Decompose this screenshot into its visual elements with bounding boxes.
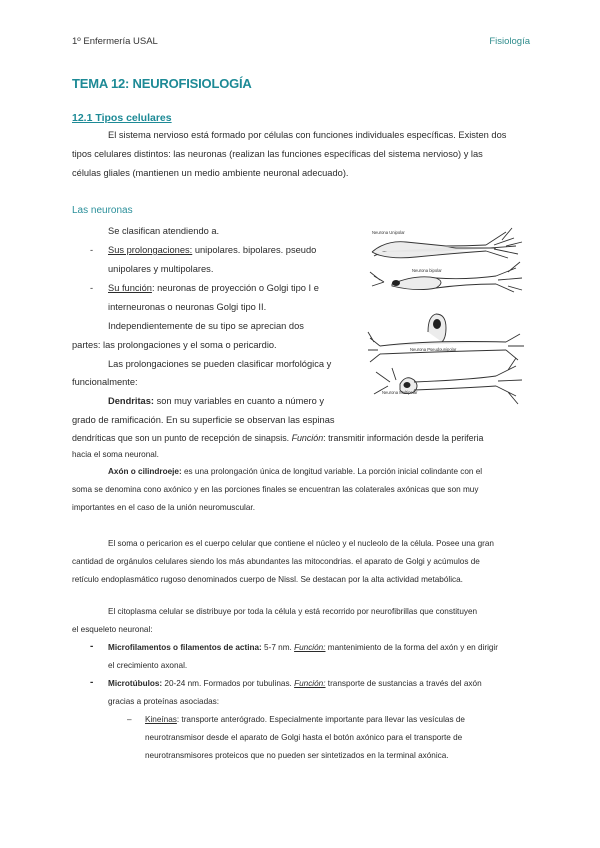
dash-bullet: – xyxy=(127,715,132,724)
page-title: TEMA 12: NEUROFISIOLOGÍA xyxy=(72,76,252,91)
prolong-class-line-1: Las prolongaciones se pueden clasificar morfológica y xyxy=(108,359,332,369)
function-label: Su función xyxy=(108,283,152,293)
dendrites-text-3a: dendríticas que son un punto de recepción de sinapsis. xyxy=(72,433,292,443)
microfilaments-text: mantenimiento de la forma del axón y en dirigir xyxy=(325,643,498,652)
label-bipolar: Neurona bipolar xyxy=(412,268,442,273)
microfilaments-line-2: el crecimiento axonal. xyxy=(108,661,188,670)
kineins-line-1 xyxy=(145,711,465,729)
intro-line-2: tipos celulares distintos: las neuronas (realizan las funciones específicas del sistema nervioso) y las xyxy=(72,149,483,159)
function-line-1 xyxy=(108,279,319,298)
function-line-2: interneuronas o neuronas Golgi tipo II. xyxy=(108,302,267,312)
header-subject: Fisiología xyxy=(489,36,530,47)
kineins-text-1: : transporte anterógrado. Especialmente importante para llevar las vesículas de xyxy=(176,715,465,724)
axon-line-3: importantes en el caso de la unión neuromuscular. xyxy=(72,503,255,512)
axon-text-1: es una prolongación única de longitud variable. La porción inicial colindante con el xyxy=(181,467,483,476)
dendrites-text: son muy variables en cuanto a número y xyxy=(153,396,325,406)
soma-line-3: retículo endoplasmático rugoso denominados cuerpo de Nissl. Se destacan por la alta actividad metabólica. xyxy=(72,575,463,584)
classify-text: Se clasifican atendiendo a. xyxy=(108,226,220,236)
microfilaments-line-1 xyxy=(108,639,498,657)
independent-line-1: Independientemente de su tipo se aprecian dos xyxy=(108,321,304,331)
microtubules-size: 20-24 nm. Formados por tubulinas. xyxy=(162,679,295,688)
soma-line-1: El soma o pericarion es el cuerpo celular que contiene el núcleo y el nucleolo de la célula. Posee una gran xyxy=(108,539,494,548)
dendrites-label: Dendritas: xyxy=(108,396,154,406)
cyto-line-1: El citoplasma celular se distribuye por toda la célula y está recorrido por neurofibrillas que constituyen xyxy=(108,607,478,616)
dendrites-line-2: grado de ramificación. En su superficie se observan las espinas xyxy=(72,415,335,425)
dendrites-function-label: Función xyxy=(291,433,324,443)
header-course: 1º Enfermería USAL xyxy=(72,36,158,47)
dendrites-line-4: hacia el soma neuronal. xyxy=(72,450,159,459)
kineins-line-3: neurotransmisores proteicos que no pueden ser sintetizados en la terminal axónica. xyxy=(145,751,449,760)
label-pseudounipolar: Neurona Pseudounipolar xyxy=(410,347,457,352)
prolongations-label: Sus prolongaciones: xyxy=(108,245,193,255)
microtubules-text: transporte de sustancias a través del axón xyxy=(325,679,482,688)
cyto-line-2: el esqueleto neuronal: xyxy=(72,625,153,634)
intro-line-3: células gliales (mantienen un medio ambiente neuronal adecuado). xyxy=(72,168,349,178)
bullet-dash: - xyxy=(90,677,94,688)
axon-line-2: soma se denomina cono axónico y en las porciones finales se encuentran las colaterales axónicas que son muy xyxy=(72,485,479,494)
microfilaments-size: 5-7 nm. xyxy=(261,643,295,652)
section-heading: 12.1 Tipos celulares xyxy=(72,112,172,124)
microtubules-function-label: Función: xyxy=(294,679,326,688)
prolongations-line-2: unipolares y multipolares. xyxy=(108,264,214,274)
microfilaments-label: Microfilamentos o filamentos de actina: xyxy=(108,643,262,652)
dash-bullet: - xyxy=(90,245,94,255)
subheading-neurons: Las neuronas xyxy=(72,205,133,216)
prolong-class-line-2: funcionalmente: xyxy=(72,377,138,387)
label-unipolar: Neurona Unipolar xyxy=(372,230,405,235)
axon-label: Axón o cilindroeje: xyxy=(108,467,182,476)
microtubules-line-1 xyxy=(108,675,482,693)
dendrites-text-3b: : transmitir información desde la periferia xyxy=(323,433,484,443)
microtubules-label: Microtúbulos: xyxy=(108,679,163,688)
prolongations-text: unipolares. bipolares. pseudo xyxy=(192,245,317,255)
kineins-line-2: neurotransmisor desde el aparato de Golgi hasta el botón axónico para el transporte de xyxy=(145,733,463,742)
prolongations-line-1 xyxy=(108,241,316,260)
intro-line-1: El sistema nervioso está formado por células con funciones individuales específicas. Existen dos xyxy=(108,130,507,140)
kineins-label: Kineínas xyxy=(145,715,177,724)
independent-line-2: partes: las prolongaciones y el soma o pericardio. xyxy=(72,340,277,350)
microtubules-line-2: gracias a proteínas asociadas: xyxy=(108,697,220,706)
axon-line-1 xyxy=(108,463,482,481)
dendrites-line-1 xyxy=(108,392,324,411)
microfilaments-function-label: Función: xyxy=(294,643,326,652)
neuron-types-figure xyxy=(366,224,528,410)
dash-bullet: - xyxy=(90,283,94,293)
soma-line-2: cantidad de orgánulos celulares siendo los más abundantes las mitocondrias. el aparato de Golgi y acúmulos de xyxy=(72,557,480,566)
bullet-dash: - xyxy=(90,641,94,652)
function-text: : neuronas de proyección o Golgi tipo I e xyxy=(151,283,319,293)
label-multipolar: Neurona Multipolar xyxy=(382,390,418,395)
